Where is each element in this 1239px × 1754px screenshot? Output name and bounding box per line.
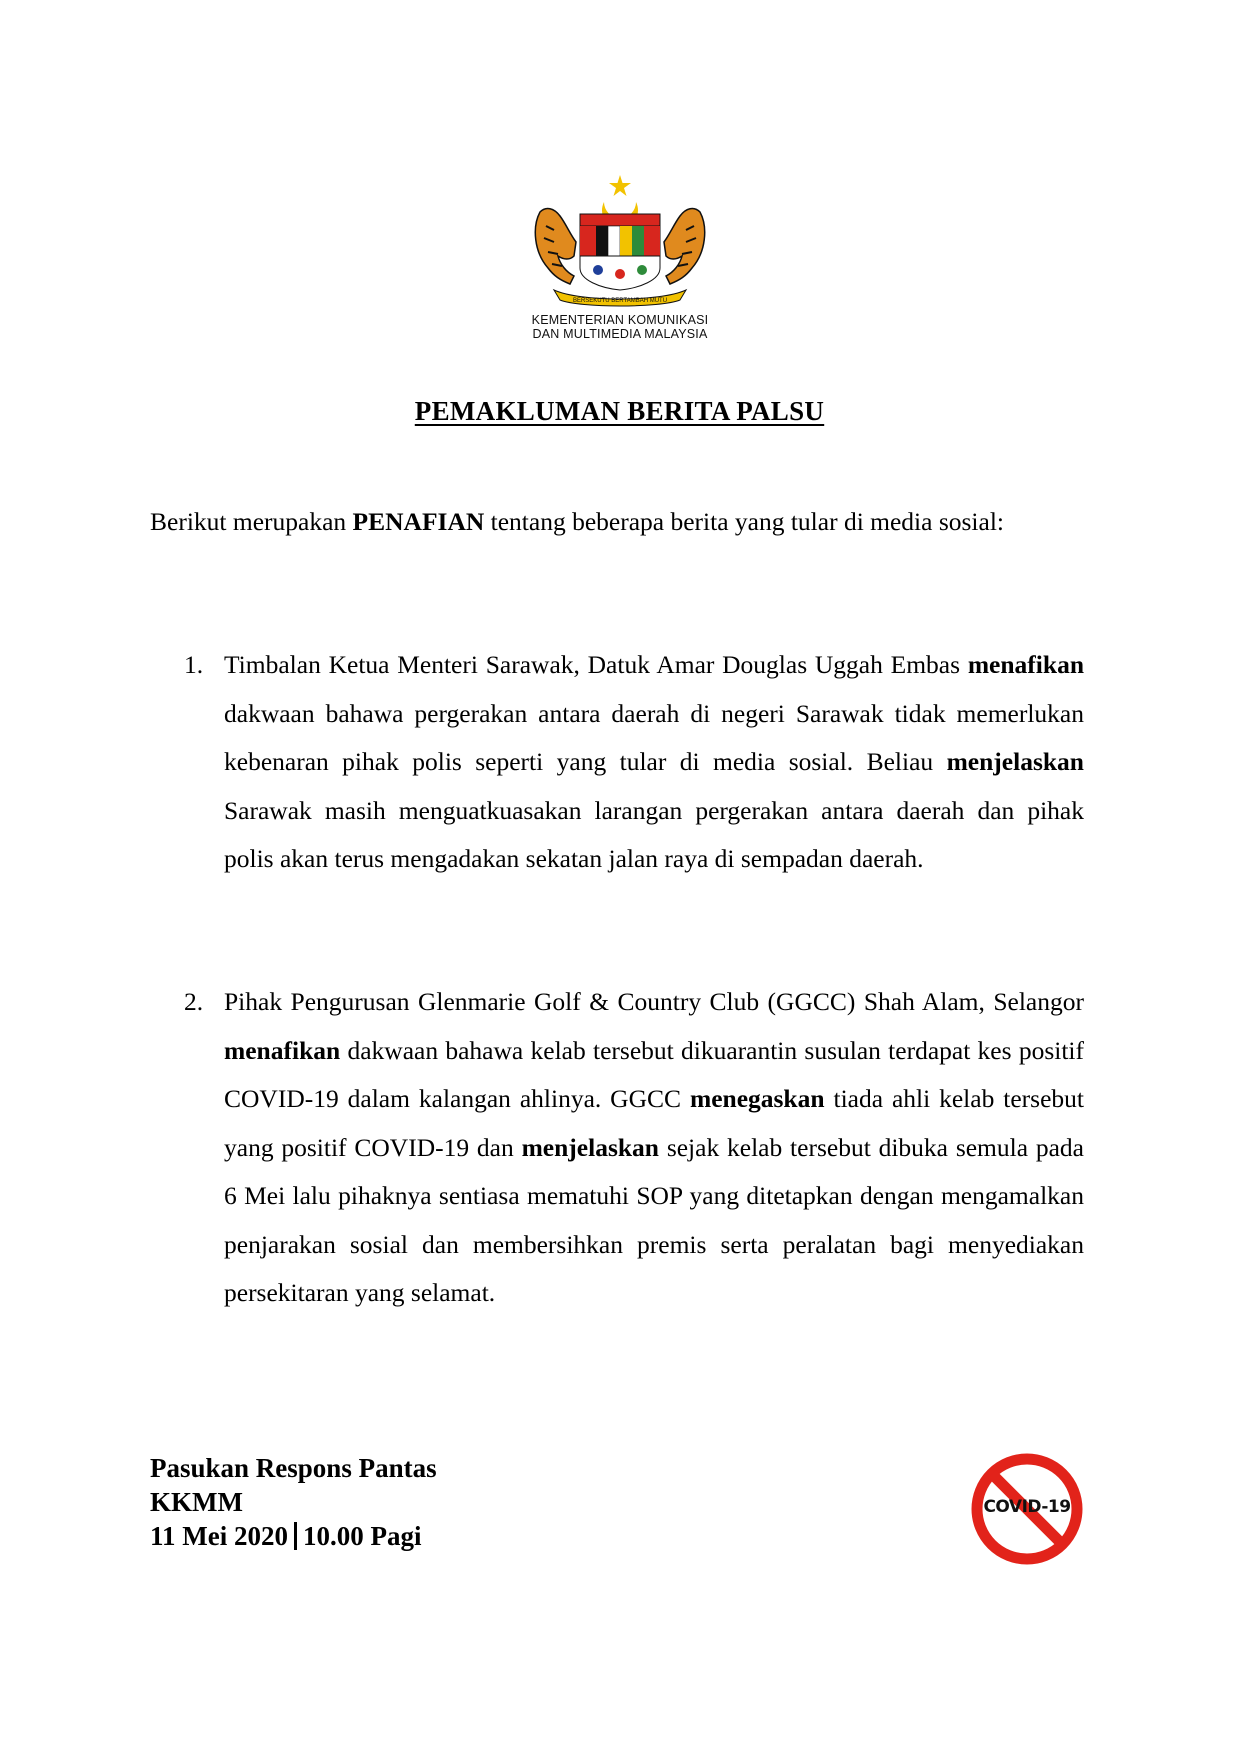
item-text: Sarawak masih menguatkuasakan larangan pergerakan antara daerah dan pihak polis akan terus mengadakan sekatan jalan raya di sempadan daerah.	[224, 795, 1084, 873]
item-bold: menegaskan	[689, 1084, 825, 1113]
item-bold: menjelaskan	[946, 747, 1084, 776]
item-bold: menafikan	[224, 1035, 341, 1065]
signature-block	[150, 1451, 437, 1553]
ministry-line-1: KEMENTERIAN KOMUNIKASI	[531, 313, 709, 327]
item-text: dakwaan bahawa pergerakan antara daerah di negeri Sarawak tidak memerlukan kebenaran pihak polis seperti yang tular di media sosial. Beliau	[224, 698, 1084, 776]
date: 11 Mei 2020	[150, 1521, 288, 1551]
team-name: Pasukan Respons Pantas	[150, 1453, 437, 1483]
malaysia-coat-of-arms-icon	[530, 172, 710, 312]
item-bold: menjelaskan	[521, 1132, 659, 1162]
list-item	[150, 978, 1084, 1318]
list-item	[150, 641, 1084, 884]
document-title: PEMAKLUMAN BERITA PALSU	[414, 396, 825, 426]
ministry-line-2: DAN MULTIMEDIA MALAYSIA	[532, 327, 708, 341]
ministry-name	[500, 313, 740, 341]
intro-text: Berikut merupakan	[150, 507, 353, 536]
covid-label: COVID-19	[983, 1497, 1071, 1517]
item-text: sejak kelab tersebut dibuka semula pada 6 Mei lalu pihaknya sentiasa mematuhi SOP yang ditetapkan dengan mengamalkan penjarakan sosial dan membersihkan premis serta peralatan bagi menyediakan persekitaran yang selamat.	[224, 1132, 1084, 1307]
separator	[294, 1522, 297, 1550]
date-time	[150, 1519, 437, 1553]
list-number: 2.	[184, 987, 204, 1016]
item-bold: menafikan	[967, 650, 1084, 679]
crest-motto: BERSEKUTU BERTAMBAH MUTU	[572, 298, 668, 304]
list-number: 1.	[184, 650, 204, 679]
time: 10.00 Pagi	[302, 1521, 422, 1551]
intro-paragraph	[150, 498, 1084, 546]
organization-name: KKMM	[150, 1487, 243, 1517]
item-text: dakwaan bahawa kelab tersebut dikuarantin susulan terdapat kes positif COVID-19 dalam kalangan ahlinya. GGCC	[224, 1035, 1084, 1113]
item-text: Timbalan Ketua Menteri Sarawak, Datuk Amar Douglas Uggah Embas	[224, 650, 968, 679]
item-text: tiada ahli kelab tersebut yang positif COVID-19 dan	[224, 1084, 1084, 1162]
intro-text-end: tentang beberapa berita yang tular di media sosial:	[484, 507, 1005, 536]
item-text: Pihak Pengurusan Glenmarie Golf & Country Club (GGCC) Shah Alam, Selangor	[224, 987, 1084, 1016]
intro-bold: PENAFIAN	[352, 507, 485, 536]
